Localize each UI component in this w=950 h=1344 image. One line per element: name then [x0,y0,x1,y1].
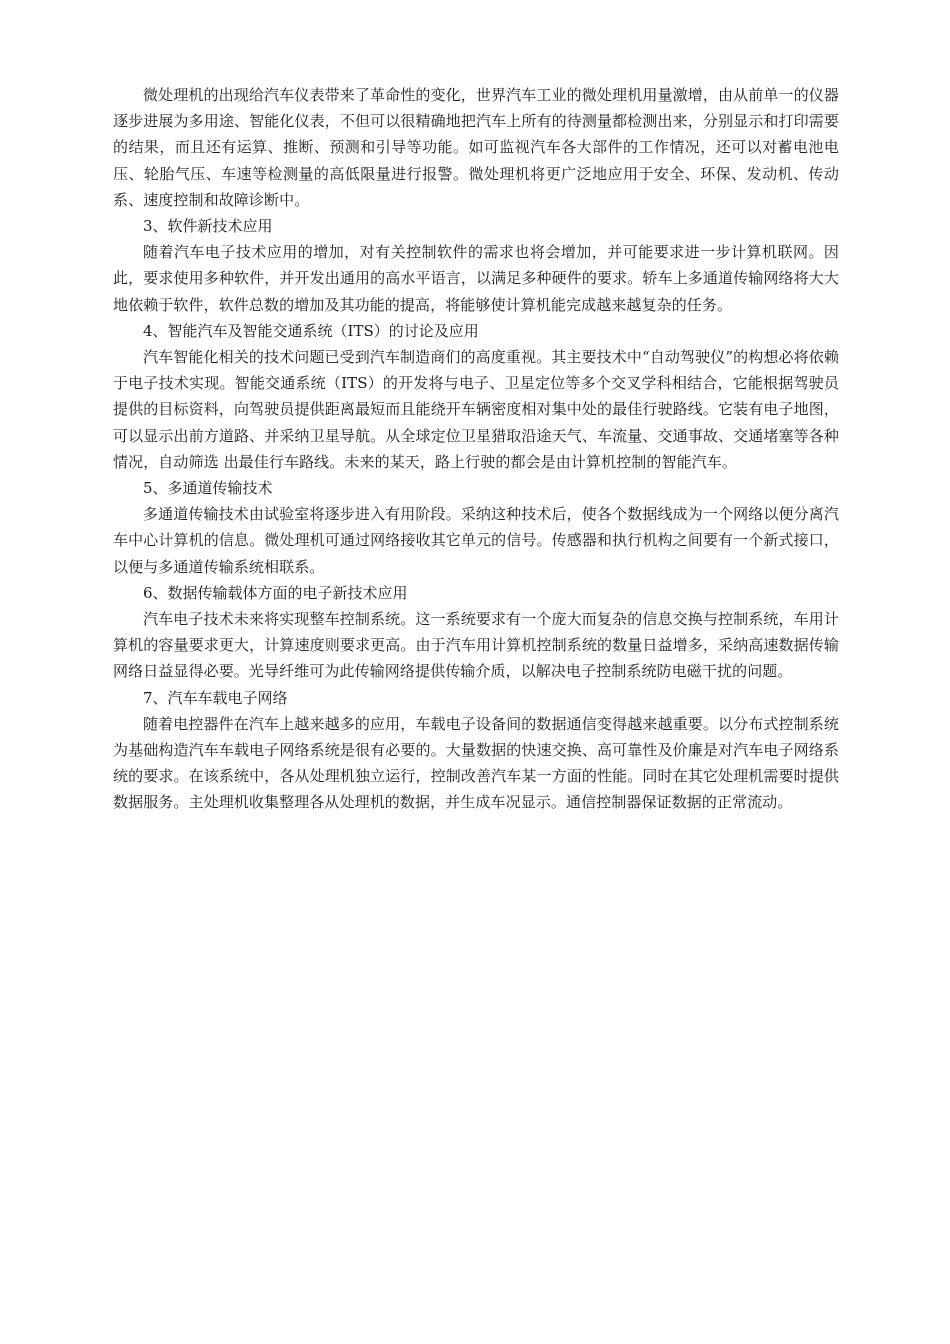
section-heading-software: 3、软件新技术应用 [143,217,273,236]
paragraph-vehicle-network: 随着电控器件在汽车上越来越多的应用，车载电子设备间的数据通信变得越来越重要。以分布式控制系统为基础构造汽车车载电子网络系统是很有必要的。大量数据的快速交换、高可靠性及价廉是对汽车电子网络系统的要求。在该系统中，各从处理机独立运行，控制改善汽车某一方面的性能。同时在其它处理机需要时提供数据服务。主处理机收集整理各从处理机的数据，并生成车况显示。通信控制器保证数据的正常流动。 [113,714,839,812]
paragraph-multiplex: 多通道传输技术由试验室将逐步进入有用阶段。采纳这种技术后，使各个数据线成为一个网络以便分离汽车中心计算机的信息。微处理机可通过网络接收其它单元的信号。传感器和执行机构之间要有一个新式接口，以便与多通道传输系统相联系。 [113,505,839,576]
section-heading-data-transmission: 6、数据传输载体方面的电子新技术应用 [143,583,408,602]
paragraph-its: 汽车智能化相关的技术问题已受到汽车制造商们的高度重视。其主要技术中“自动驾驶仪”的构想必将依赖于电子技术实现。智能交通系统（ITS）的开发将与电子、卫星定位等多个交叉学科相结合，它能根据驾驶员提供的目标资料，向驾驶员提供距离最短而且能绕开车辆密度相对集中处的最佳行驶路线。它装有电子地图，可以显示出前方道路、并采纳卫星导航。从全球定位卫星猎取沿途天气、车流量、交通事故、交通堵塞等各种情况，自动筛选 出最佳行车路线。未来的某天，路上行驶的都会是由计算机控制的智能汽车。 [113,348,839,471]
section-heading-vehicle-network: 7、汽车车载电子网络 [143,688,288,707]
paragraph-microprocessor-instruments: 微处理机的出现给汽车仪表带来了革命性的变化，世界汽车工业的微处理机用量激增，由从前单一的仪器逐步进展为多用途、智能化仪表，不但可以很精确地把汽车上所有的待测量都检测出来，分别显示和打印需要的结果，而且还有运算、推断、预测和引导等功能。如可监视汽车各大部件的工作情况，还可以对蓄电池电压、轮胎气压、车速等检测量的高低限量进行报警。微处理机将更广泛地应用于安全、环保、发动机、传动系、速度控制和故障诊断中。 [113,86,839,209]
paragraph-data-transmission: 汽车电子技术未来将实现整车控制系统。这一系统要求有一个庞大而复杂的信息交换与控制系统，车用计算机的容量要求更大，计算速度则要求更高。由于汽车用计算机控制系统的数量日益增多，采纳高速数据传输网络日益显得必要。光导纤维可为此传输网络提供传输介质，以解决电子控制系统防电磁干扰的问题。 [113,610,839,681]
section-heading-multiplex: 5、多通道传输技术 [143,479,273,498]
section-heading-its: 4、智能汽车及智能交通系统（ITS）的讨论及应用 [143,321,479,340]
document-body [113,82,839,816]
paragraph-software: 随着汽车电子技术应用的增加，对有关控制软件的需求也将会增加，并可能要求进一步计算机联网。因此，要求使用多种软件，并开发出通用的高水平语言，以满足多种硬件的要求。轿车上多通道传输网络将大大地依赖于软件，软件总数的增加及其功能的提高，将能够使计算机能完成越来越复杂的任务。 [113,243,839,314]
